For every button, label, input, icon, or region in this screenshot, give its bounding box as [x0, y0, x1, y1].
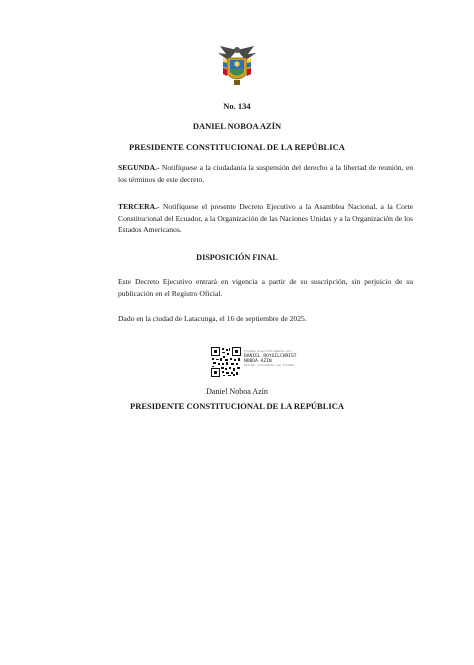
dated-line: Dado en la ciudad de Latacunga, el 16 de septiembre de 2025.: [118, 314, 307, 323]
signer-name: Daniel Noboa Azín: [206, 387, 268, 396]
digital-signature: [211, 347, 315, 377]
issuer-title: PRESIDENTE CONSTITUCIONAL DE LA REPÚBLICA: [128, 142, 345, 152]
article-tercera: [118, 201, 413, 236]
issuer-name: DANIEL NOBOA AZÍN: [192, 121, 282, 131]
article-text: Notifíquese el presente Decreto Ejecutivo a la Asamblea Nacional, a la Corte Constitucional del Ecuador, a la Organización de las Naciones Unidas y a la Organización de los Estados Americanos.: [118, 202, 413, 235]
decree-number: No. 134: [223, 101, 251, 111]
signature-name-line1: DANIEL ROYGILCHRIST: [244, 353, 297, 359]
signature-header: Firmado electrónicamente por:: [244, 349, 293, 353]
signature-name-line2: NOBOA AZIN: [244, 358, 272, 364]
final-disposition-text: Este Decreto Ejecutivo entrará en vigencia a partir de su suscripción, sin perjuicio de su publicación en el Registro Oficial.: [118, 277, 413, 298]
qr-code-icon: [211, 347, 241, 377]
article-label: SEGUNDA.-: [118, 163, 160, 172]
article-text: Notifíquese a la ciudadanía la suspensión del derecho a la libertad de reunión, en los términos de este decreto.: [118, 163, 413, 184]
signer-title: PRESIDENTE CONSTITUCIONAL DE LA REPÚBLICA: [130, 401, 344, 411]
coat-of-arms-icon: [214, 44, 260, 88]
article-label: TERCERA.-: [118, 202, 160, 211]
final-disposition-heading: DISPOSICIÓN FINAL: [196, 253, 278, 262]
signature-details: [244, 350, 316, 368]
signature-footer: Validar únicamente con FirmaEC: [244, 363, 295, 368]
article-segunda: [118, 162, 413, 185]
